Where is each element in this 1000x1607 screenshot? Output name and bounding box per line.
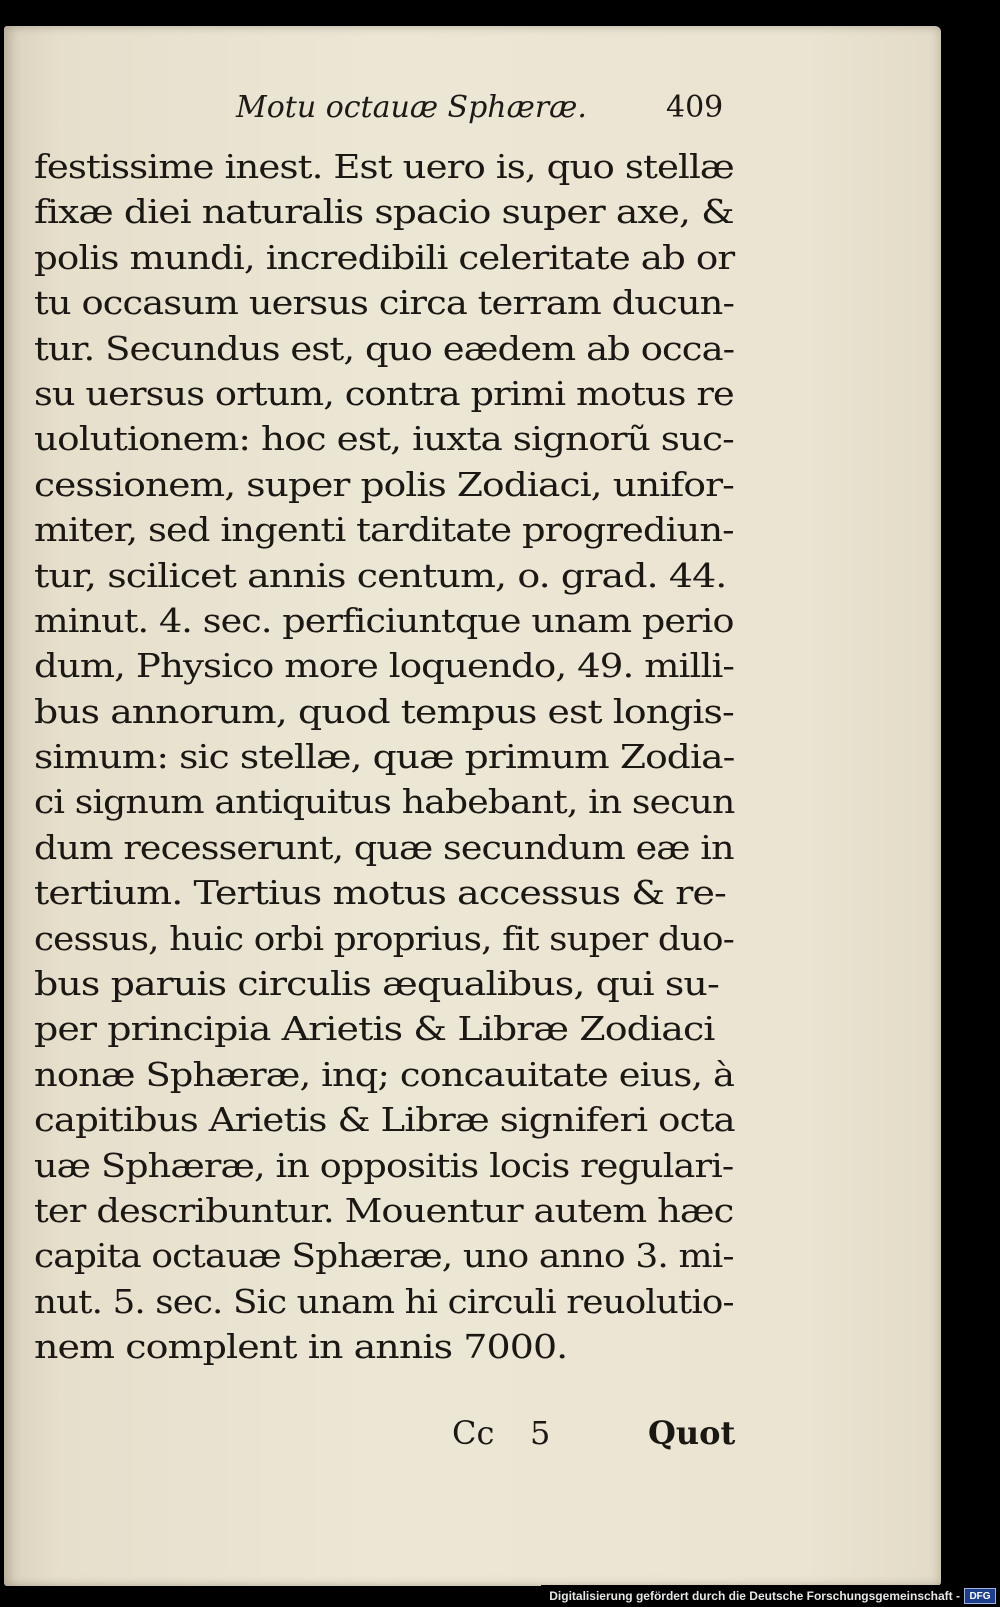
signature-mark: Cc bbox=[452, 1414, 495, 1452]
text-line: uolutionem: hoc est, iuxta signorũ suc- bbox=[34, 419, 734, 459]
text-line: tertium. Tertius motus accessus & re- bbox=[34, 873, 726, 913]
text-line: nem complent in annis 7000. bbox=[34, 1327, 568, 1367]
text-line: nonæ Sphæræ, inq; concauitate eius, à bbox=[34, 1054, 735, 1094]
catch-row bbox=[452, 1414, 742, 1454]
text-line: ci signum antiquitus habebant, in secun bbox=[34, 782, 735, 822]
signature-number: 5 bbox=[530, 1414, 551, 1452]
text-line: festissime inest. Est uero is, quo stellæ bbox=[34, 147, 734, 186]
catchword: Quot bbox=[648, 1414, 736, 1452]
text-line: cessionem, super polis Zodiaci, unifor- bbox=[34, 464, 734, 504]
text-line: tu occasum uersus circa terram ducun- bbox=[34, 283, 735, 323]
text-line: tur, scilicet annis centum, o. grad. 44. bbox=[34, 555, 727, 595]
text-line: capita octauæ Sphæræ, uno anno 3. mi- bbox=[34, 1236, 734, 1276]
text-line: polis mundi, incredibili celeritate ab or bbox=[34, 237, 735, 277]
text-line: fixæ diei naturalis spacio super axe, & bbox=[34, 192, 734, 232]
body-text bbox=[34, 144, 734, 1370]
text-line: minut. 4. sec. perficiuntque unam perio bbox=[34, 600, 734, 640]
text-line: simum: sic stellæ, quæ primum Zodia- bbox=[34, 737, 735, 777]
book-page bbox=[4, 26, 941, 1586]
funding-credit: Digitalisierung gefördert durch die Deutsche Forschungsgemeinschaft - bbox=[549, 1589, 960, 1603]
text-line: bus paruis circulis æqualibus, qui su- bbox=[34, 964, 719, 1004]
page-number: 409 bbox=[666, 90, 724, 125]
text-line: tur. Secundus est, quo eædem ab occa- bbox=[34, 328, 735, 368]
text-line: per principia Arietis & Libræ Zodiaci bbox=[34, 1009, 715, 1049]
digitization-footer bbox=[541, 1585, 1000, 1607]
text-line: uæ Sphæræ, in oppositis locis regulari- bbox=[34, 1145, 734, 1185]
text-line: nut. 5. sec. Sic unam hi circuli reuolutio- bbox=[34, 1281, 734, 1321]
text-line: dum recesserunt, quæ secundum eæ in bbox=[34, 827, 734, 867]
text-line: su uersus ortum, contra primi motus re bbox=[34, 373, 734, 413]
text-line: capitibus Arietis & Libræ signiferi octa bbox=[34, 1100, 735, 1140]
running-head: Motu octauæ Sphæræ. bbox=[236, 90, 587, 125]
dfg-logo-icon: DFG bbox=[964, 1588, 996, 1604]
text-line: bus annorum, quod tempus est longis- bbox=[34, 691, 734, 731]
text-line: miter, sed ingenti tarditate progrediun- bbox=[34, 510, 734, 550]
text-line: dum, Physico more loquendo, 49. milli- bbox=[34, 646, 735, 686]
text-line: ter describuntur. Mouentur autem hæc bbox=[34, 1190, 734, 1230]
text-line: cessus, huic orbi proprius, fit super duo- bbox=[34, 918, 734, 958]
